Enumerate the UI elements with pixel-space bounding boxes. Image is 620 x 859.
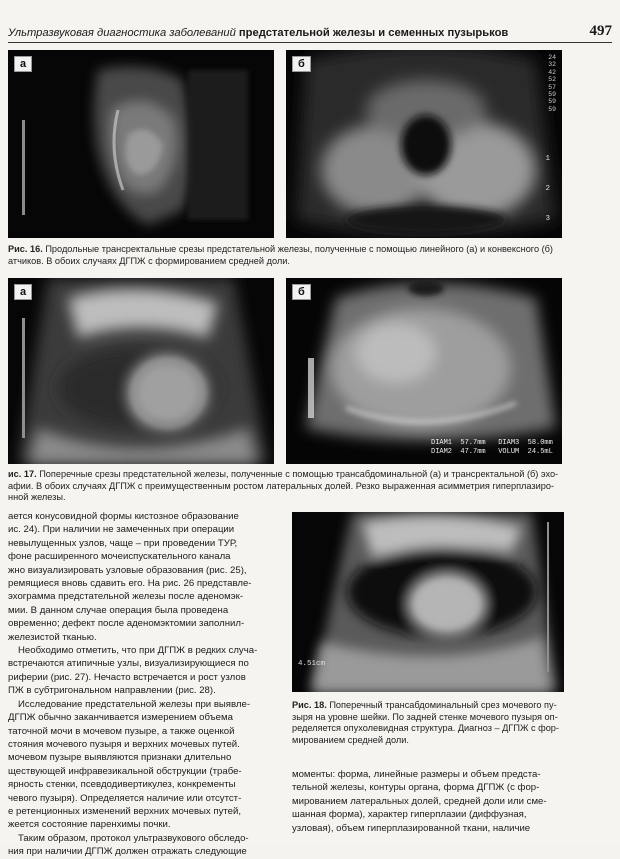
figure16-panel-b-label: б <box>292 56 311 72</box>
figure17-panel-a <box>8 278 274 464</box>
figure17-caption <box>8 469 578 504</box>
depth-value: 59 <box>548 105 556 113</box>
figure16-panel-a <box>8 50 274 238</box>
depth-value: 57 <box>548 83 556 91</box>
right-column-text <box>292 768 564 835</box>
figure17-panel-b <box>286 278 562 464</box>
figure17-panel-b-image <box>286 278 562 464</box>
figure16-panel-b <box>286 50 562 238</box>
diam1-readout: DIAM1 57.7mm <box>431 439 486 448</box>
depth-value: 42 <box>548 68 556 76</box>
running-title <box>8 27 508 42</box>
text-line: ПЖ в субтригональном направлении (рис. 28). <box>8 685 216 697</box>
text-line: встречаются атипичные узлы, визуализирующиеся по <box>8 658 249 670</box>
text-line: риферии (рис. 27). Нечасто встречается и рост узлов <box>8 671 246 683</box>
depth-value: 59 <box>548 98 556 106</box>
text-line: ается конусовидной формы кистозное образование <box>8 511 239 522</box>
text-line: Таким образом, протокол ультразвукового обследо- <box>18 832 249 844</box>
figure16-caption <box>8 244 568 267</box>
figure18-depth-marker: 4.51cm <box>298 660 326 668</box>
depth-value: 32 <box>548 61 556 69</box>
figure18-image-panel <box>292 512 564 692</box>
figure18-image <box>292 512 564 692</box>
text-line: чевого пузыря). Определяется наличие или отсутст- <box>8 792 242 804</box>
depth-value: 59 <box>548 91 556 99</box>
figure17-caption-line: нной железы. <box>8 492 66 503</box>
figure18-caption-line: Поперечный трансабдоминальный срез мочевого пу- <box>329 700 557 710</box>
text-line: ремящиеся вновь сдавить его. На рис. 26 представле- <box>8 578 252 590</box>
text-line: эхограмма предстательной железы после аденомэк- <box>8 591 244 603</box>
text-line: ществующей инфравезикальной обструкции (трабе- <box>8 765 242 777</box>
figure16-panel-b-image <box>286 50 562 238</box>
figure17-panel-a-image <box>8 278 274 464</box>
depth-mark-1: 1 <box>545 155 550 163</box>
figure18-caption <box>292 700 564 746</box>
text-line: мированием латеральных долей, средней доли или сме- <box>292 795 547 807</box>
figure17-panel-b-label: б <box>292 284 311 300</box>
text-line: невылущенных узлов, чаще – при проведении ТУР, <box>8 537 238 549</box>
depth-value: 52 <box>548 76 556 84</box>
depth-mark-3: 3 <box>545 215 550 223</box>
text-line: ДГПЖ обычно заканчивается измерением объема <box>8 712 233 724</box>
figure17-measurements <box>431 439 553 456</box>
text-line: ния при наличии ДГПЖ должен отражать следующие <box>8 846 247 858</box>
text-line: ярность стенки, псевдодивертикулез, конкременты <box>8 779 236 791</box>
text-line: жеется состояние паренхимы почки. <box>8 819 171 831</box>
running-header <box>8 18 612 43</box>
figure17-caption-line: афии. В обоих случаях ДГПЖ с преимущественным ростом латеральных долей. Резко выраженная асимметрия гиперплазиро- <box>8 480 555 491</box>
text-line: е ретенционных изменений верхних мочевых путей, <box>8 805 242 817</box>
diam3-readout: DIAM3 58.0mm <box>498 439 553 448</box>
figure16-panel-a-label: а <box>14 56 32 72</box>
figure17-caption-line: Поперечные срезы предстательной железы, полученные с помощью трансабдоминальной (а) и трансректальной (б) эхо- <box>39 469 559 479</box>
running-title-italic: Ультразвуковая диагностика заболеваний <box>8 27 236 39</box>
text-line: мочевом пузыре выявляются признаки длительно <box>8 752 232 764</box>
figure16-depth-scale <box>548 54 556 113</box>
text-line: Исследование предстательной железы при выявле- <box>18 698 251 710</box>
figure18-caption-number: Рис. 18. <box>292 700 327 710</box>
figure17-panel-a-label: а <box>14 284 32 300</box>
diam2-readout: DIAM2 47.7mm <box>431 447 486 456</box>
text-line: жно визуализировать узловые образования (рис. 25), <box>8 564 247 576</box>
figure16-caption-line: Продольные трансректальные срезы предстательной железы, полученные с помощью линейного (а) и конвексного (б) <box>45 244 553 254</box>
page-number: 497 <box>589 23 612 39</box>
figure16-panel-a-image <box>8 50 274 238</box>
figure18-caption-line: ределяется опухолевидная структура. Диагноз – ДГПЖ с фор- <box>292 723 559 734</box>
figure18-caption-line: зыря на уровне шейки. По задней стенке мочевого пузыря оп- <box>292 711 558 722</box>
figure16-caption-number: Рис. 16. <box>8 244 43 254</box>
text-line: узловая), объем гиперплазированной ткани, наличие <box>292 822 531 834</box>
depth-value: 24 <box>548 54 556 61</box>
figure16-caption-line: атчиков. В обоих случаях ДГПЖ с формированием средней доли. <box>8 255 290 266</box>
text-line: овременно; дефект после аденомэктомии заполнил- <box>8 618 245 630</box>
text-line: железистой тканью. <box>8 631 97 643</box>
text-line: таточной мочи в мочевом пузыре, а также оценкой <box>8 725 235 737</box>
text-line: стояния мочевого пузыря и верхних мочевых путей. <box>8 738 240 750</box>
figure18-caption-line: мированием средней доли. <box>292 734 409 745</box>
text-line: тельной железы, контуры органа, форма ДГПЖ (с фор- <box>292 782 540 794</box>
running-title-bold: предстательной железы и семенных пузырьков <box>238 27 509 39</box>
volume-readout: VOLUM 24.5mL <box>498 447 553 456</box>
text-line: ис. 24). При наличии не замеченных при операции <box>8 524 235 536</box>
text-line: моменты: форма, линейные размеры и объем предста- <box>292 769 541 780</box>
text-line: фоне расширенного мочеиспускательного канала <box>8 551 231 563</box>
text-line: Необходимо отметить, что при ДГПЖ в редких случа- <box>18 645 258 657</box>
depth-mark-2: 2 <box>545 185 550 193</box>
left-column-text <box>8 510 280 859</box>
text-line: мии. В данном случае операция была проведена <box>8 604 229 616</box>
figure17-caption-number: ис. 17. <box>8 469 37 479</box>
text-line: шанная форма), характер гиперплазии (диффузная, <box>292 809 527 821</box>
